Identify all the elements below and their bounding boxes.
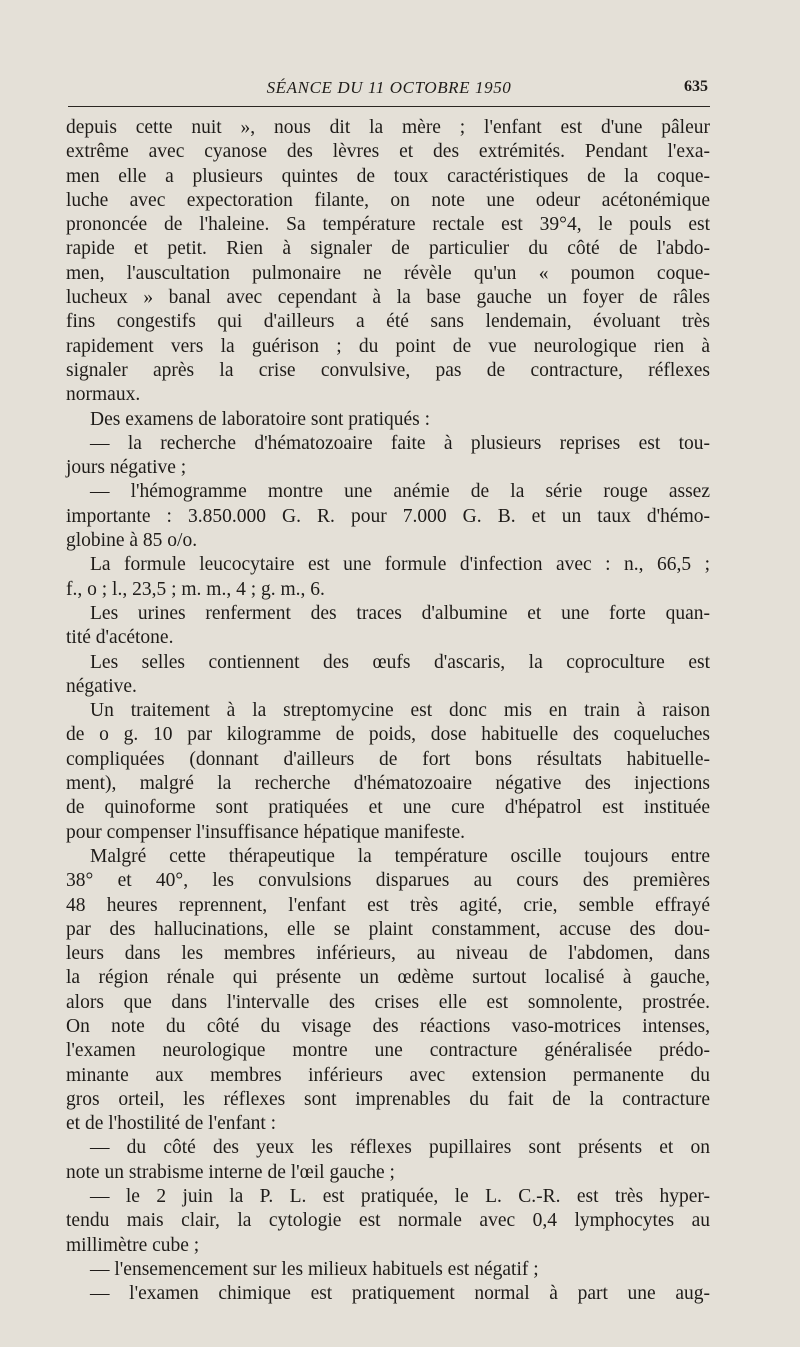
text-line: compliquées (donnant d'ailleurs de fort bons résultats habituelle- xyxy=(66,748,710,770)
text-line: men elle a plusieurs quintes de toux caractéristiques de la coque- xyxy=(66,165,710,187)
text-line: tité d'acétone. xyxy=(66,627,174,649)
text-line: la région rénale qui présente un œdème surtout localisé à gauche, xyxy=(66,967,710,989)
text-line: prononcée de l'haleine. Sa température rectale est 39°4, le pouls est xyxy=(66,214,710,236)
text-line: Les urines renferment des traces d'albumine et une forte quan- xyxy=(90,602,710,624)
text-line: minante aux membres inférieurs avec extension permanente du xyxy=(66,1064,710,1086)
text-line: pour compenser l'insuffisance hépatique manifeste. xyxy=(66,821,465,843)
text-line: jours négative ; xyxy=(66,457,187,479)
text-line: de o g. 10 par kilogramme de poids, dose habituelle des coqueluches xyxy=(66,724,710,746)
text-line: normaux. xyxy=(66,384,141,406)
text-line: par des hallucinations, elle se plaint constamment, accuse des dou- xyxy=(66,918,710,940)
text-line: millimètre cube ; xyxy=(66,1234,200,1256)
text-line: depuis cette nuit », nous dit la mère ; l'enfant est d'une pâleur xyxy=(66,117,710,138)
text-line: leurs dans les membres inférieurs, au niveau de l'abdomen, dans xyxy=(66,943,710,965)
text-line: globine à 85 o/o. xyxy=(66,530,198,552)
text-line: On note du côté du visage des réactions vaso-motrices intenses, xyxy=(66,1015,710,1037)
text-line: 48 heures reprennent, l'enfant est très agité, crie, semble effrayé xyxy=(66,894,710,916)
text-line: — le 2 juin la P. L. est pratiquée, le L. C.-R. est très hyper- xyxy=(90,1186,710,1208)
text-line: luche avec expectoration filante, on note une odeur acétonémique xyxy=(66,189,710,211)
text-line: Des examens de laboratoire sont pratiqués : xyxy=(90,408,431,430)
text-line: ment), malgré la recherche d'hématozoaire négative des injections xyxy=(66,773,710,795)
text-line: rapide et petit. Rien à signaler de particulier du côté de l'abdo- xyxy=(66,238,710,260)
text-line: 38° et 40°, les convulsions disparues au cours des premières xyxy=(66,870,710,892)
text-line: — l'ensemencement sur les milieux habituels est négatif ; xyxy=(90,1258,539,1280)
header-rule xyxy=(68,106,710,107)
text-line: tendu mais clair, la cytologie est normale avec 0,4 lymphocytes au xyxy=(66,1210,710,1232)
running-title: SÉANCE DU 11 OCTOBRE 1950 xyxy=(266,78,512,97)
text-line: f., o ; l., 23,5 ; m. m., 4 ; g. m., 6. xyxy=(66,578,325,600)
text-line: Malgré cette thérapeutique la température oscille toujours entre xyxy=(90,845,710,867)
text-line: et de l'hostilité de l'enfant : xyxy=(66,1113,277,1135)
text-line: extrême avec cyanose des lèvres et des extrémités. Pendant l'exa- xyxy=(66,141,710,163)
text-line: de quinoforme sont pratiquées et une cure d'hépatrol est instituée xyxy=(66,797,710,819)
text-line: men, l'auscultation pulmonaire ne révèle qu'un « poumon coque- xyxy=(66,262,710,284)
text-line: alors que dans l'intervalle des crises elle est somnolente, prostrée. xyxy=(66,991,710,1013)
text-line: La formule leucocytaire est une formule d'infection avec : n., 66,5 ; xyxy=(90,554,710,576)
body-text xyxy=(66,116,710,1307)
text-line: signaler après la crise convulsive, pas de contracture, réflexes xyxy=(66,359,710,381)
page-header xyxy=(68,78,710,104)
text-line: Les selles contiennent des œufs d'ascaris, la coproculture est xyxy=(90,651,710,673)
text-line: — du côté des yeux les réflexes pupillaires sont présents et on xyxy=(90,1137,710,1159)
text-line: négative. xyxy=(66,675,137,697)
text-line: l'examen neurologique montre une contracture généralisée prédo- xyxy=(66,1040,710,1062)
page-number: 635 xyxy=(684,78,708,95)
text-line: — l'examen chimique est pratiquement normal à part une aug- xyxy=(90,1283,710,1305)
text-line: importante : 3.850.000 G. R. pour 7.000 G. B. et un taux d'hémo- xyxy=(66,505,710,527)
text-line: note un strabisme interne de l'œil gauche ; xyxy=(66,1161,395,1183)
text-line: Un traitement à la streptomycine est donc mis en train à raison xyxy=(90,700,710,722)
text-line: gros orteil, les réflexes sont imprenables du fait de la contracture xyxy=(66,1088,710,1110)
text-line: — l'hémogramme montre une anémie de la série rouge assez xyxy=(90,481,710,503)
text-line: lucheux » banal avec cependant à la base gauche un foyer de râles xyxy=(66,287,710,309)
text-line: — la recherche d'hématozoaire faite à plusieurs reprises est tou- xyxy=(90,432,710,454)
text-line: rapidement vers la guérison ; du point de vue neurologique rien à xyxy=(66,335,710,357)
text-line: fins congestifs qui d'ailleurs a été sans lendemain, évoluant très xyxy=(66,311,710,333)
